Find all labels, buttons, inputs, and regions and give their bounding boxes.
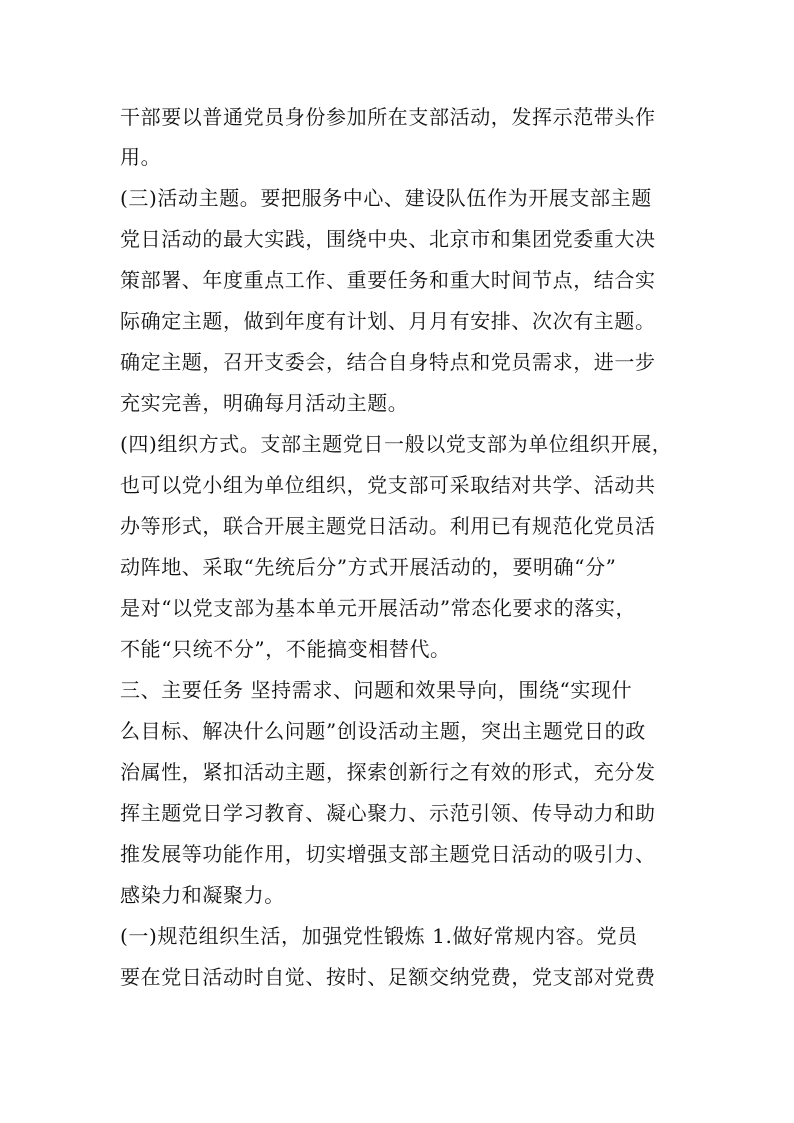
text-line: 也可以党小组为单位组织，党支部可采取结对共学、活动共 (120, 473, 656, 497)
text-line: 确定主题，召开支委会，结合自身特点和党员需求，进一步 (120, 350, 656, 374)
text-line: 充实完善，明确每月活动主题。 (120, 391, 409, 415)
text-line: 三、主要任务 坚持需求、问题和效果导向，围绕“实现什 (120, 678, 633, 702)
text-line: 党日活动的最大实践，围绕中央、北京市和集团党委重大决 (120, 227, 656, 251)
text-line: 干部要以普通党员身份参加所在支部活动，发挥示范带头作 (120, 105, 656, 129)
text-line: 办等形式，联合开展主题党日活动。利用已有规范化党员活 (120, 514, 656, 538)
text-line: 么目标、解决什么问题”创设活动主题，突出主题党日的政 (120, 719, 646, 743)
text-line: 感染力和凝聚力。 (120, 883, 285, 907)
text-line: 动阵地、采取“先统后分”方式开展活动的，要明确“分” (120, 555, 617, 579)
text-line: (一)规范组织生活，加强党性锻炼 1.做好常规内容。党员 (120, 924, 638, 948)
text-line: (四)组织方式。支部主题党日一般以党支部为单位组织开展， (120, 432, 673, 456)
text-line: 策部署、年度重点工作、重要任务和重大时间节点，结合实 (120, 268, 656, 292)
text-line: 用。 (120, 145, 162, 169)
text-line: 际确定主题，做到年度有计划、月月有安排、次次有主题。 (120, 309, 656, 333)
text-line: (三)活动主题。要把服务中心、建设队伍作为开展支部主题 (120, 186, 652, 210)
text-line: 挥主题党日学习教育、凝心聚力、示范引领、传导动力和助 (120, 801, 656, 825)
text-line: 不能“只统不分”，不能搞变相替代。 (120, 637, 451, 661)
text-line: 治属性，紧扣活动主题，探索创新行之有效的形式，充分发 (120, 760, 656, 784)
text-line: 推发展等功能作用，切实增强支部主题党日活动的吸引力、 (120, 842, 656, 866)
text-line: 要在党日活动时自觉、按时、足额交纳党费，党支部对党费 (120, 965, 656, 989)
text-line: 是对“以党支部为基本单元开展活动”常态化要求的落实， (120, 596, 637, 620)
